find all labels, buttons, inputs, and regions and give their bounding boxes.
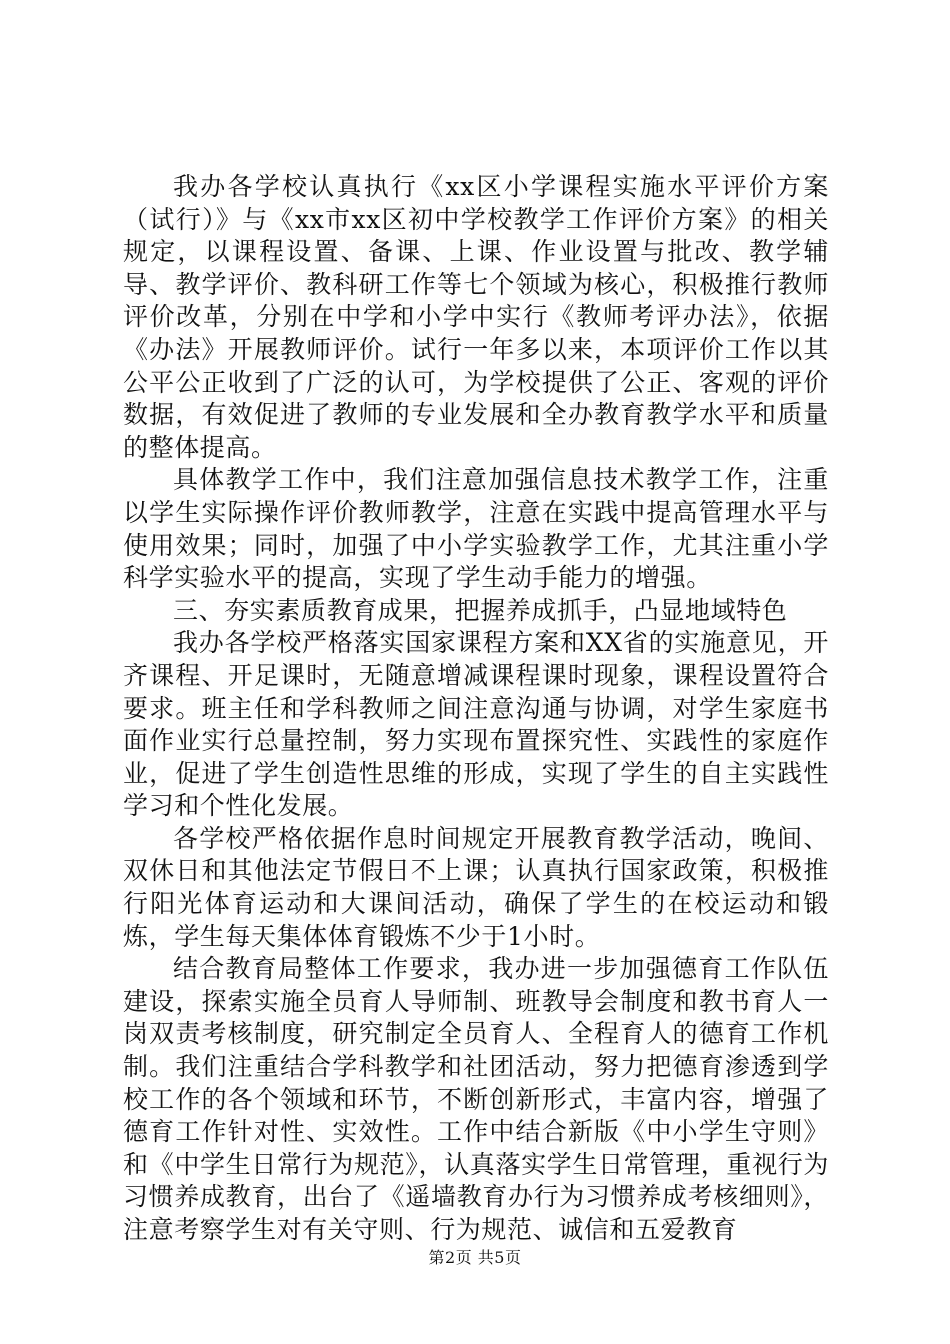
- paragraph-moral-education: 结合教育局整体工作要求，我办进一步加强德育工作队伍建设，探索实施全员育人导师制、班教导会制度和教书育人一岗双责考核制度，研究制定全员育人、全程育人的德育工作机制。我们注重结合学科教学和社团活动，努力把德育渗透到学校工作的各个领域和环节，不断创新形式，丰富内容，增强了德育工作针对性、实效性。工作中结合新版《中小学生守则》和《中学生日常行为规范》，认真落实学生日常管理，重视行为习惯养成教育，出台了《遥墙教育办行为习惯养成考核细则》，注意考察学生对有关守则、行为规范、诚信和五爱教育: [123, 954, 829, 1244]
- paragraph-curriculum: 我办各学校严格落实国家课程方案和XX省的实施意见，开齐课程、开足课时，无随意增减课程课时现象，课程设置符合要求。班主任和学科教师之间注意沟通与协调，对学生家庭书面作业实行总量控制，努力实现布置探究性、实践性的家庭作业，促进了学生创造性思维的形成，实现了学生的自主实践性学习和个性化发展。: [123, 628, 829, 821]
- paragraph-evaluation-reform: 我办各学校认真执行《xx区小学课程实施水平评价方案（试行）》与《xx市xx区初中学校教学工作评价方案》的相关规定，以课程设置、备课、上课、作业设置与批改、教学辅导、教学评价、教科研工作等七个领域为核心，积极推行教师评价改革，分别在中学和小学中实行《教师考评办法》，依据《办法》开展教师评价。试行一年多以来，本项评价工作以其公平公正收到了广泛的认可，为学校提供了公正、客观的评价数据，有效促进了教师的专业发展和全办教育教学水平和质量的整体提高。: [123, 172, 829, 462]
- paragraph-it-teaching: 具体教学工作中，我们注意加强信息技术教学工作，注重以学生实际操作评价教师教学，注意在实践中提高管理水平与使用效果；同时，加强了中小学实验教学工作，尤其注重小学科学实验水平的提高，实现了学生动手能力的增强。: [123, 465, 829, 593]
- page-number-footer: 第2页 共5页: [428, 1248, 522, 1267]
- document-body: [123, 171, 829, 1247]
- section-heading-quality-education: 三、夯实素质教育成果，把握养成抓手，凸显地域特色: [173, 595, 788, 625]
- paragraph-schedule: 各学校严格依据作息时间规定开展教育教学活动，晚间、双休日和其他法定节假日不上课；认真执行国家政策，积极推行阳光体育运动和大课间活动，确保了学生的在校运动和锻炼，学生每天集体体育锻炼不少于1小时。: [123, 823, 829, 951]
